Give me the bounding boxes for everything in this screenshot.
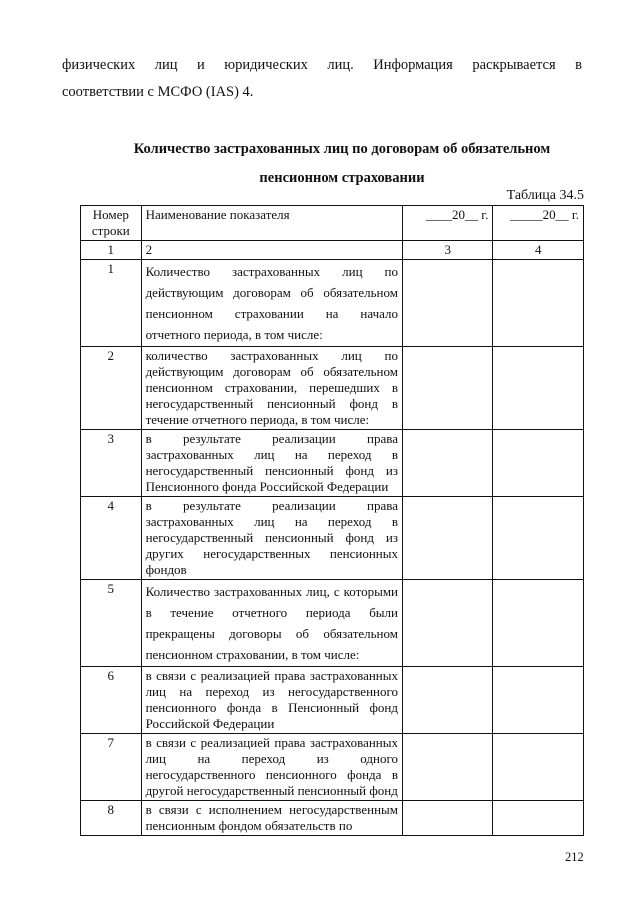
table-row — [81, 430, 584, 497]
row-indicator: в результате реализации права застрахованных лиц на переход в негосударственный пенсионный фонд из Пенсионного фонда Российской Федерации — [141, 430, 402, 497]
page-number: 212 — [565, 850, 584, 864]
table-row — [81, 667, 584, 734]
intro-paragraph — [62, 52, 582, 106]
row-value-period-2 — [493, 430, 584, 497]
table-header-row — [81, 206, 584, 241]
row-value-period-2 — [493, 497, 584, 580]
row-value-period-1 — [403, 260, 493, 347]
row-number: 1 — [81, 260, 142, 347]
row-value-period-1 — [403, 580, 493, 667]
section-title-line-1: Количество застрахованных лиц по договорам об обязательном — [133, 141, 551, 157]
header-period-2: _____20__ г. — [493, 206, 584, 241]
row-value-period-1 — [403, 347, 493, 430]
row-indicator: в связи с реализацией права застрахованных лиц на переход из одного негосударственного пенсионного фонда в другой негосударственный пенсионный фонд — [141, 734, 402, 801]
section-title-line-2: пенсионном страховании — [259, 170, 425, 186]
row-value-period-1 — [403, 801, 493, 836]
table-row — [81, 347, 584, 430]
table-numbering-row — [81, 241, 584, 260]
row-number: 2 — [81, 347, 142, 430]
row-value-period-2 — [493, 580, 584, 667]
insured-persons-table — [80, 205, 584, 836]
header-row-number: Номер строки — [81, 206, 142, 241]
table-row — [81, 801, 584, 836]
numbering-cell: 1 — [81, 241, 142, 260]
row-number: 3 — [81, 430, 142, 497]
table-row — [81, 260, 584, 347]
row-value-period-2 — [493, 347, 584, 430]
header-indicator-name: Наименование показателя — [141, 206, 402, 241]
row-number: 7 — [81, 734, 142, 801]
row-indicator: в связи с исполнением негосударственным пенсионным фондом обязательств по — [141, 801, 402, 836]
row-indicator: количество застрахованных лиц по действующим договорам об обязательном пенсионном страховании, перешедших в негосударственный пенсионный фонд в течение отчетного периода, в том числе: — [141, 347, 402, 430]
intro-line-2: соответствии с МСФО (IAS) 4. — [62, 84, 254, 100]
table-row — [81, 580, 584, 667]
row-number: 5 — [81, 580, 142, 667]
row-indicator: Количество застрахованных лиц, с которыми в течение отчетного периода были прекращены договоры об обязательном пенсионном страховании, в том числе: — [141, 580, 402, 667]
table-caption: Таблица 34.5 — [506, 188, 584, 203]
row-value-period-2 — [493, 801, 584, 836]
section-title — [62, 135, 622, 193]
row-number: 6 — [81, 667, 142, 734]
row-value-period-1 — [403, 430, 493, 497]
row-value-period-1 — [403, 667, 493, 734]
table-row — [81, 734, 584, 801]
intro-line-1: физических лиц и юридических лиц. Информация раскрывается в — [62, 57, 582, 73]
row-number: 4 — [81, 497, 142, 580]
row-number: 8 — [81, 801, 142, 836]
row-value-period-2 — [493, 734, 584, 801]
header-period-1: ____20__ г. — [403, 206, 493, 241]
row-value-period-2 — [493, 667, 584, 734]
row-value-period-1 — [403, 497, 493, 580]
row-indicator: в результате реализации права застрахованных лиц на переход в негосударственный пенсионный фонд из других негосударственных пенсионных фондов — [141, 497, 402, 580]
numbering-cell: 4 — [493, 241, 584, 260]
table-row — [81, 497, 584, 580]
row-indicator: в связи с реализацией права застрахованных лиц на переход из негосударственного пенсионного фонда в Пенсионный фонд Российской Федерации — [141, 667, 402, 734]
numbering-cell: 2 — [141, 241, 402, 260]
numbering-cell: 3 — [403, 241, 493, 260]
row-indicator: Количество застрахованных лиц по действующим договорам об обязательном пенсионном страховании на начало отчетного периода, в том числе: — [141, 260, 402, 347]
row-value-period-1 — [403, 734, 493, 801]
row-value-period-2 — [493, 260, 584, 347]
